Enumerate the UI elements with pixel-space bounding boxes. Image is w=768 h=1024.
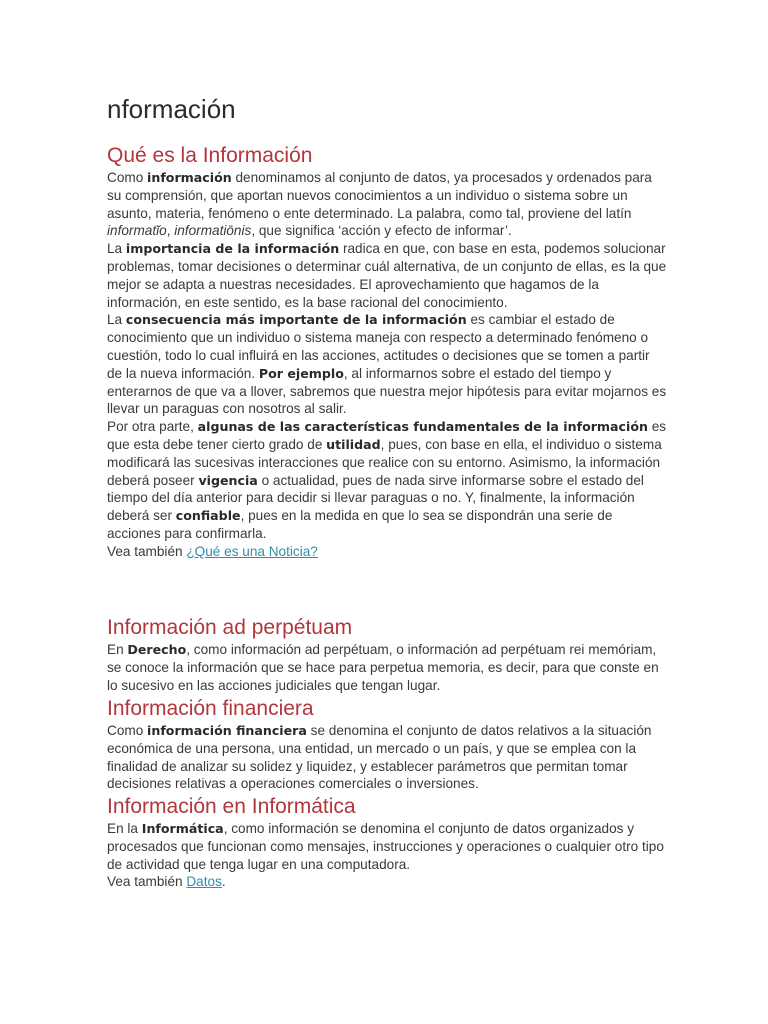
section-heading: Qué es la Información <box>107 144 313 167</box>
bold-term: consecuencia más importante de la información <box>125 312 467 328</box>
text-run: En la <box>107 821 142 836</box>
text-run: denominamos al conjunto de datos, ya procesados y ordenados para su comprensión, que aportan nuevos conocimientos a un individuo o sistema sobre un asunto, materia, fenómeno o ente determinado. La palabra, como tal, proviene del latín <box>107 170 652 221</box>
section-heading: Información financiera <box>107 697 314 720</box>
bold-term: importancia de la información <box>125 241 340 257</box>
text-run: En <box>107 642 128 657</box>
paragraph <box>107 240 667 311</box>
text-run: , que significa ‘acción y efecto de informar’. <box>251 223 512 239</box>
see-also <box>107 873 667 891</box>
bold-term: vigencia <box>198 472 258 488</box>
text-run: , <box>166 223 175 239</box>
link-datos[interactable]: Datos <box>186 874 222 890</box>
text-run: , como información ad perpétuam, o información ad perpétuam rei memóriam, se conoce la información que se hace para perpetua memoria, es decir, para que conste en lo sucesivo en las acciones judiciales que tengan lugar. <box>107 642 659 693</box>
text-run: La <box>107 312 126 328</box>
text-run: , al informarnos sobre el estado del tiempo y enterarnos de que va a llover, sabremos que nuestra mejor hipótesis para evitar mojarnos es llevar un paraguas con nosotros al salir. <box>107 365 667 417</box>
text-run: La <box>107 241 126 257</box>
bold-term: información financiera <box>147 723 307 738</box>
paragraph <box>107 722 667 793</box>
text-run: o actualidad, pues de nada sirve informarse sobre el estado del tiempo del día anterior para decidir si llevar paraguas o no. Y, finalmente, la información deberá ser <box>107 472 644 524</box>
text-run: , como información se denomina el conjunto de datos organizados y procesados que funcionan como mensajes, instrucciones y operaciones o cualquier otro tipo de actividad que tenga lugar en una computadora. <box>107 821 664 872</box>
text-run: Como <box>107 723 148 738</box>
paragraph <box>107 311 667 418</box>
see-also <box>107 543 667 561</box>
bold-term: Informática <box>141 821 224 836</box>
section-heading: Información en Informática <box>107 795 356 818</box>
section-informacion-en-informatica <box>107 794 667 891</box>
section-ad-perpetuam <box>107 615 667 694</box>
paragraph <box>107 820 667 873</box>
bold-term: confiable <box>175 508 241 524</box>
bold-term: información <box>147 170 232 185</box>
bold-term: utilidad <box>326 436 381 452</box>
text-run: radica en que, con base en esta, podemos solucionar problemas, tomar decisiones o determinar cuál alternativa, de un conjunto de ellas, es la que mejor se adapta a nuestras necesidades. El aprovechamiento que hagamos de la información, en este sentido, es la base racional del conocimiento. <box>107 241 667 310</box>
text-run: es cambiar el estado de conocimiento que un individuo o sistema maneja con respecto a determinado fenómeno o cuestión, todo lo cual influirá en las acciones, actitudes o decisiones que se tomen a partir de la nueva información. <box>107 312 650 381</box>
see-also-label: Vea también <box>107 543 187 559</box>
document-title: nformación <box>107 94 236 124</box>
bold-term: Por ejemplo <box>258 365 344 381</box>
italic-term: informatiōnis <box>174 223 252 239</box>
section-informacion-financiera <box>107 696 667 793</box>
bold-term: algunas de las características fundamentales de la información <box>197 419 648 435</box>
text-run: , pues, con base en ella, el individuo o sistema modificará las sucesivas interacciones que realice con su entorno. Asimismo, la información deberá poseer <box>107 436 662 488</box>
section-heading: Información ad perpétuam <box>107 616 353 639</box>
paragraph <box>107 641 667 694</box>
text-run: , pues en la medida en que lo sea se dispondrán una serie de acciones para confirmarla. <box>107 508 613 541</box>
section-que-es-la-informacion <box>107 143 667 561</box>
text-run: Como <box>107 170 148 185</box>
paragraph <box>107 169 667 240</box>
text-run: se denomina el conjunto de datos relativos a la situación económica de una persona, una entidad, un mercado o un país, y que se emplea con la finalidad de analizar su solidez y liquidez, y establecer parámetros que permitan tomar decisiones relativas a operaciones comerciales o inversiones. <box>107 723 652 792</box>
italic-term: informatĭo <box>107 223 167 239</box>
link-que-es-una-noticia[interactable]: ¿Qué es una Noticia? <box>186 543 318 559</box>
text-run: Por otra parte, <box>107 419 198 435</box>
bold-term: Derecho <box>127 642 187 657</box>
text-run: . <box>221 874 226 890</box>
paragraph <box>107 418 667 543</box>
text-run: es que esta debe tener cierto grado de <box>107 419 667 452</box>
see-also-label: Vea también <box>107 874 187 890</box>
